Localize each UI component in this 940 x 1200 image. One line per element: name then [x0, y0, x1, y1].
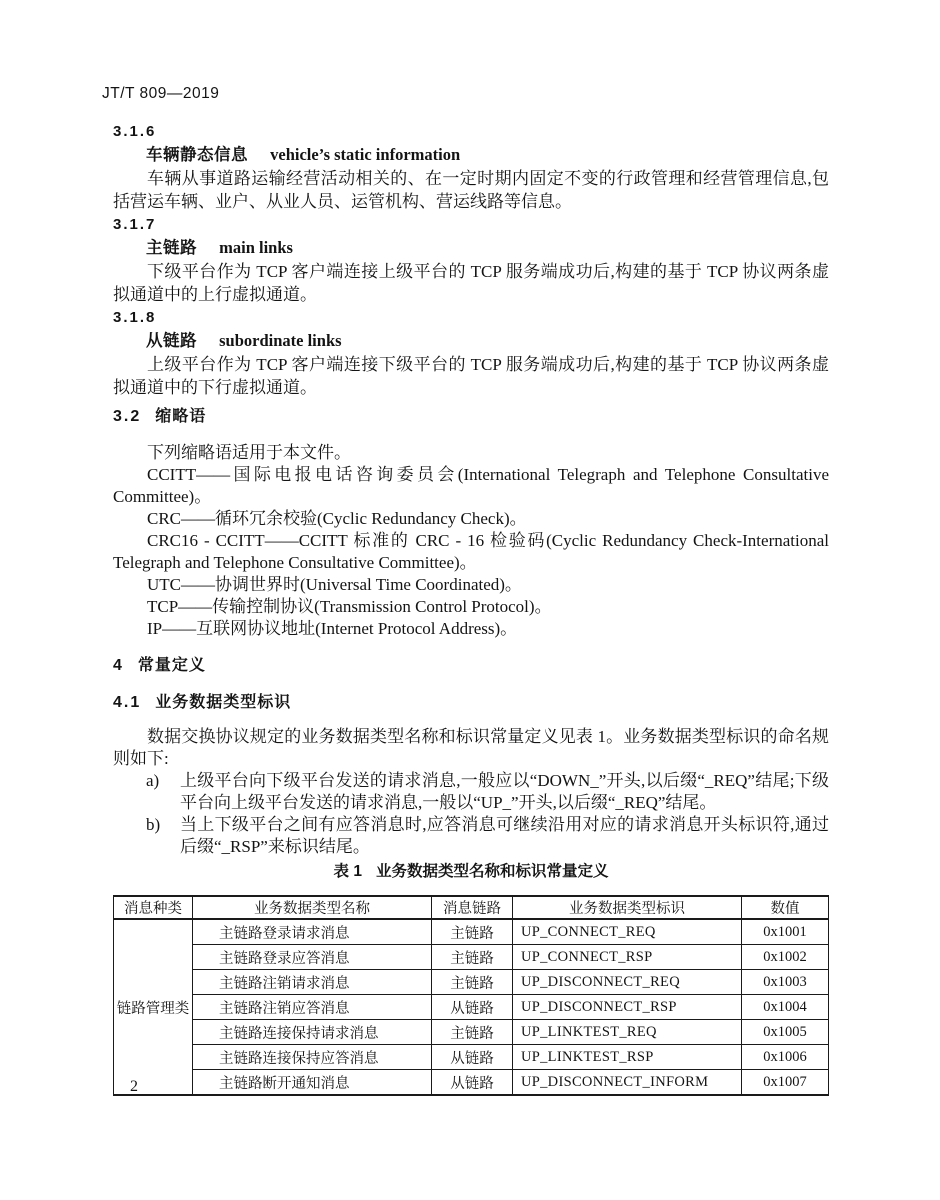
table-caption-title: 业务数据类型名称和标识常量定义	[375, 863, 609, 880]
table-cell-name: 主链路登录请求消息	[193, 919, 432, 945]
clause-number: 3.1.7	[113, 216, 157, 233]
section-heading-constants	[113, 654, 829, 677]
section-title: 业务数据类型标识	[155, 694, 292, 711]
abbreviation-item: UTC——协调世界时(Universal Time Coordinated)。	[147, 575, 522, 594]
table-cell-group: 链路管理类	[114, 919, 193, 1095]
abbreviation-item: TCP——传输控制协议(Transmission Control Protocol)。	[147, 597, 552, 616]
term-line	[146, 236, 829, 260]
page-content	[102, 85, 829, 1096]
table-cell-id: UP_LINKTEST_RSP	[513, 1045, 742, 1070]
table-caption-label: 表 1	[333, 863, 362, 880]
term-line	[146, 329, 829, 353]
table-header-row	[114, 896, 829, 919]
abbreviation-list	[113, 442, 829, 640]
constants-intro: 数据交换协议规定的业务数据类型名称和标识常量定义见表 1。业务数据类型标识的命名规则如下:	[113, 727, 829, 768]
table-cell-name: 主链路登录应答消息	[193, 945, 432, 970]
table-cell-link: 从链路	[432, 1045, 513, 1070]
abbreviation-item: CRC16 - CCITT——CCITT 标准的 CRC - 16 检验码(Cyclic Redundancy Check-International Telegraph and Telephone Consultative Committee)。	[113, 531, 829, 572]
section-number: 4.1	[113, 694, 142, 711]
table-cell-value: 0x1002	[742, 945, 829, 970]
clause-definition: 上级平台作为 TCP 客户端连接下级平台的 TCP 服务端成功后,构建的基于 TCP 协议两条虚拟通道中的下行虚拟通道。	[113, 355, 829, 397]
abbreviation-intro: 下列缩略语适用于本文件。	[147, 443, 351, 462]
clause-number: 3.1.6	[113, 123, 157, 140]
table-cell-id: UP_DISCONNECT_RSP	[513, 995, 742, 1020]
term-line	[146, 143, 829, 167]
table-cell-value: 0x1001	[742, 919, 829, 945]
table-cell-link: 主链路	[432, 919, 513, 945]
data-type-table	[113, 895, 829, 1096]
page-number: 2	[130, 1078, 138, 1095]
running-head: JT/T 809—2019	[102, 85, 220, 102]
clause-definition: 车辆从事道路运输经营活动相关的、在一定时期内固定不变的行政管理和经营管理信息,包括营运车辆、业户、从业人员、运管机构、营运线路等信息。	[113, 169, 829, 211]
clause-3-1-8	[113, 306, 829, 399]
clause-number: 3.1.8	[113, 309, 157, 326]
table-cell-name: 主链路注销请求消息	[193, 970, 432, 995]
term-chinese: 车辆静态信息	[146, 146, 248, 164]
table-row	[114, 1070, 829, 1096]
term-chinese: 主链路	[146, 239, 197, 257]
section-title: 缩略语	[155, 408, 207, 425]
clause-definition: 下级平台作为 TCP 客户端连接上级平台的 TCP 服务端成功后,构建的基于 TCP 协议两条虚拟通道中的上行虚拟通道。	[113, 262, 829, 304]
table-cell-value: 0x1004	[742, 995, 829, 1020]
table-header-cell: 数值	[742, 896, 829, 919]
table-cell-name: 主链路连接保持请求消息	[193, 1020, 432, 1045]
table-caption	[113, 860, 829, 883]
table-cell-value: 0x1005	[742, 1020, 829, 1045]
table-cell-link: 主链路	[432, 1020, 513, 1045]
table-header-cell: 消息链路	[432, 896, 513, 919]
table-cell-value: 0x1003	[742, 970, 829, 995]
table-cell-link: 主链路	[432, 945, 513, 970]
table-row	[114, 945, 829, 970]
list-marker: a)	[146, 771, 160, 790]
table-cell-value: 0x1006	[742, 1045, 829, 1070]
list-marker: b)	[146, 815, 161, 834]
table-cell-id: UP_LINKTEST_REQ	[513, 1020, 742, 1045]
list-text: 当上下级平台之间有应答消息时,应答消息可继续沿用对应的请求消息开头标识符,通过后缀“_RSP”来标识结尾。	[180, 815, 829, 856]
clause-3-1-7	[113, 213, 829, 306]
table-row	[114, 970, 829, 995]
table-cell-id: UP_DISCONNECT_REQ	[513, 970, 742, 995]
clause-3-1-6	[113, 120, 829, 213]
table-cell-name: 主链路断开通知消息	[193, 1070, 432, 1096]
section-title: 常量定义	[137, 657, 206, 674]
list-text: 上级平台向下级平台发送的请求消息,一般应以“DOWN_”开头,以后缀“_REQ”结尾;下级平台向上级平台发送的请求消息,一般以“UP_”开头,以后缀“_REQ”结尾。	[180, 771, 829, 812]
abbreviation-item: IP——互联网协议地址(Internet Protocol Address)。	[147, 619, 518, 638]
section-number: 4	[113, 657, 124, 674]
table-header-cell: 消息种类	[114, 896, 193, 919]
table-row	[114, 1045, 829, 1070]
table-cell-name: 主链路连接保持应答消息	[193, 1045, 432, 1070]
section-number: 3.2	[113, 408, 142, 425]
table-header-cell: 业务数据类型标识	[513, 896, 742, 919]
table-cell-name: 主链路注销应答消息	[193, 995, 432, 1020]
term-english: subordinate links	[219, 331, 342, 350]
table-row	[114, 995, 829, 1020]
term-chinese: 从链路	[146, 332, 197, 350]
abbreviation-item: CCITT——国际电报电话咨询委员会(International Telegraph and Telephone Consultative Committee)。	[113, 465, 829, 506]
table-cell-link: 主链路	[432, 970, 513, 995]
table-cell-link: 从链路	[432, 995, 513, 1020]
term-english: vehicle’s static information	[270, 145, 461, 164]
table-header-cell: 业务数据类型名称	[193, 896, 432, 919]
list-item-b	[113, 814, 829, 858]
abbreviation-item: CRC——循环冗余校验(Cyclic Redundancy Check)。	[147, 509, 527, 528]
table-row	[114, 1020, 829, 1045]
table-cell-link: 从链路	[432, 1070, 513, 1096]
table-cell-id: UP_CONNECT_RSP	[513, 945, 742, 970]
term-english: main links	[219, 238, 293, 257]
list-item-a	[113, 770, 829, 814]
section-heading-data-type-id	[113, 691, 829, 714]
section-heading-abbreviations	[113, 405, 829, 428]
table-row	[114, 919, 829, 945]
table-cell-value: 0x1007	[742, 1070, 829, 1096]
table-cell-id: UP_DISCONNECT_INFORM	[513, 1070, 742, 1096]
table-cell-id: UP_CONNECT_REQ	[513, 919, 742, 945]
